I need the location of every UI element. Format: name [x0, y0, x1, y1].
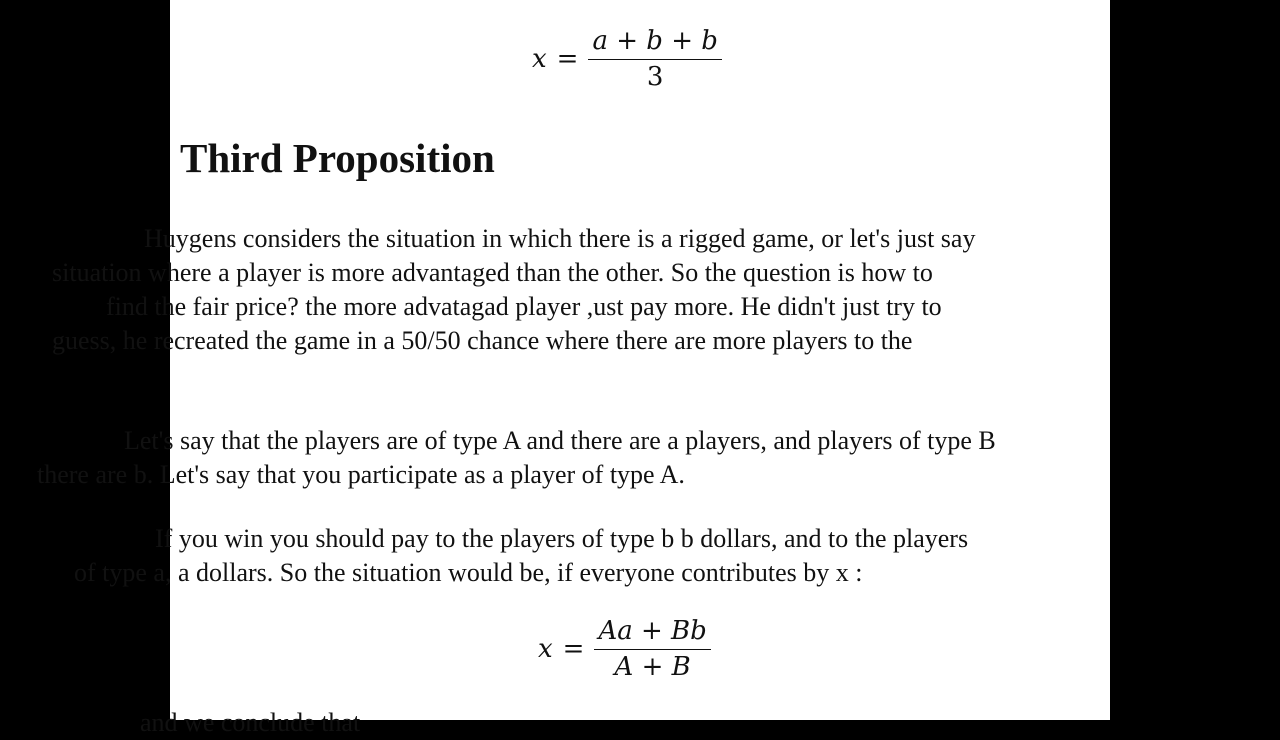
equation-2-denominator: A + B: [614, 652, 691, 682]
paragraph-1-line-2: situation where a player is more advantaged than the other. So the question is how to: [52, 258, 933, 287]
paragraph-2-line-1: Let's say that the players are of type A and there are a players, and players of type B: [124, 426, 996, 455]
equation-1-denominator: 3: [646, 62, 664, 92]
paragraph-1-line-1: Huygens considers the situation in which there is a rigged game, or let's just say: [144, 224, 976, 253]
paragraph-1-line-4: guess, he recreated the game in a 50/50 chance where there are more players to the: [52, 326, 913, 355]
paragraph-1-line-3: find the fair price? the more advatagad player ,ust pay more. He didn't just try to: [106, 292, 942, 321]
equation-1-lhs: x: [532, 44, 547, 74]
paragraph-3-line-2: of type a, a dollars. So the situation would be, if everyone contributes by x :: [74, 558, 863, 587]
section-heading: Third Proposition: [180, 135, 495, 181]
equation-2-lhs: x: [538, 634, 553, 664]
trailing-text-line: and we conclude that: [140, 708, 361, 737]
paragraph-2: [37, 424, 996, 492]
paragraph-1: [52, 222, 976, 358]
equation-1-fraction: [588, 26, 721, 92]
equation-2-numerator: Aa + Bb: [594, 616, 710, 650]
equation-1: [532, 26, 722, 92]
paragraph-2-line-2: there are b. Let's say that you participate as a player of type A.: [37, 460, 685, 489]
equation-1-numerator: a + b + b: [588, 26, 721, 60]
document-viewport: [37, 0, 1110, 737]
equation-1-equals: =: [556, 44, 579, 74]
paragraph-3: [74, 522, 969, 590]
equation-2: [538, 616, 711, 682]
equation-2-fraction: [594, 616, 710, 682]
trailing-text: [140, 706, 360, 740]
equation-2-equals: =: [562, 634, 585, 664]
paragraph-3-line-1: If you win you should pay to the players of type b b dollars, and to the players: [155, 524, 969, 553]
